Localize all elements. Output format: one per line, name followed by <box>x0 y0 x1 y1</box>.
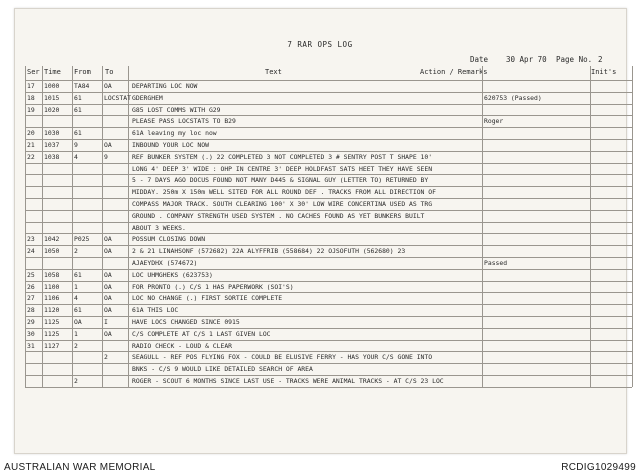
row-ser: 25 <box>27 270 35 279</box>
row-time: 1125 <box>44 318 60 326</box>
row-rule <box>25 257 632 258</box>
row-from: P025 <box>74 235 90 244</box>
row-to: I <box>104 318 108 326</box>
row-ser: 28 <box>27 306 35 315</box>
row-ser: 21 <box>27 141 35 149</box>
row-time: 1127 <box>44 341 60 350</box>
row-to: OA <box>104 294 112 303</box>
row-from: OA <box>74 318 82 326</box>
row-text: 61A THIS LOC <box>132 306 179 315</box>
row-to: OA <box>104 247 112 256</box>
row-to: OA <box>104 282 112 291</box>
row-ser: 29 <box>27 318 35 326</box>
row-rule <box>25 210 632 211</box>
row-time: 1030 <box>44 129 60 138</box>
col-header-from: From <box>74 68 91 76</box>
row-rule <box>25 127 632 128</box>
row-from: 4 <box>74 294 78 303</box>
row-to: OA <box>104 270 112 279</box>
header-rule <box>25 80 632 81</box>
row-text: RADIO CHECK - LOUD & CLEAR <box>132 341 233 350</box>
row-from: 61 <box>74 105 82 114</box>
document-title: 7 RAR OPS LOG <box>287 40 353 49</box>
row-action: Roger <box>484 117 504 126</box>
row-rule <box>25 233 632 234</box>
row-time: 1120 <box>44 306 60 315</box>
footer-id: RCDIG1029499 <box>561 462 636 473</box>
row-from: TA84 <box>74 82 90 90</box>
row-rule <box>25 304 632 305</box>
row-text: C/S COMPLETE AT C/S 1 LAST GIVEN LOC <box>132 329 271 338</box>
row-rule <box>25 151 632 152</box>
row-text: G85 LOST COMMS WITH G29 <box>132 105 221 114</box>
row-rule <box>25 316 632 317</box>
row-rule <box>25 328 632 329</box>
page-label: Page No. <box>556 55 593 64</box>
row-text: HAVE LOCS CHANGED SINCE 0915 <box>132 318 240 326</box>
row-from: 61 <box>74 306 82 315</box>
row-rule <box>25 92 632 93</box>
row-time: 1058 <box>44 270 60 279</box>
row-to: OA <box>104 306 112 315</box>
row-ser: 17 <box>27 82 35 90</box>
row-rule <box>25 222 632 223</box>
row-from: 4 <box>74 152 78 161</box>
row-text: AJAEYDHX (574672) <box>132 259 198 267</box>
row-ser: 23 <box>27 235 35 244</box>
footer-source: AUSTRALIAN WAR MEMORIAL <box>4 462 156 473</box>
row-time: 1125 <box>44 329 60 338</box>
row-rule <box>25 269 632 270</box>
row-text: DEPARTING LOC NOW <box>132 82 198 90</box>
row-ser: 20 <box>27 129 35 138</box>
row-rule <box>25 198 632 199</box>
row-time: 1050 <box>44 247 60 256</box>
row-text: INBOUND YOUR LOC NOW <box>132 141 209 149</box>
row-rule <box>25 387 632 388</box>
row-to: LOCSTAT <box>104 93 131 102</box>
row-ser: 31 <box>27 341 35 350</box>
row-ser: 22 <box>27 152 35 161</box>
row-text: 61A leaving my loc now <box>132 129 217 138</box>
row-rule <box>25 351 632 352</box>
row-text: LOC UHMGHEKS (623753) <box>132 270 213 279</box>
row-text: MIDDAY. 250m X 150m WELL SITED FOR ALL ROUND DEF . TRACKS FROM ALL DIRECTION OF <box>132 188 436 197</box>
row-text: ROGER - SCOUT 6 MONTHS SINCE LAST USE - TRACKS WERE ANIMAL TRACKS - AT C/S 23 LOC <box>132 377 444 385</box>
row-time: 1106 <box>44 294 60 303</box>
row-ser: 18 <box>27 93 35 102</box>
row-text: SEAGULL - REF POS FLYING FOX - COULD BE ELUSIVE FERRY - HAS YOUR C/S GONE INTO <box>132 353 433 362</box>
row-action: 620753 (Passed) <box>484 93 542 102</box>
row-ser: 24 <box>27 247 35 256</box>
row-time: 1020 <box>44 105 60 114</box>
row-rule <box>25 245 632 246</box>
row-text: LONG 4' DEEP 3' WIDE : OHP IN CENTRE 3' DEEP HOLDFAST SATS HEET THEY HAVE SEEN <box>132 164 433 173</box>
col-header-action: Action / Remarks <box>420 68 488 76</box>
col-header-initials: Init's <box>591 68 617 76</box>
row-text: PLEASE PASS LOCSTATS TO B29 <box>132 117 236 126</box>
row-from: 1 <box>74 282 78 291</box>
row-from: 2 <box>74 341 78 350</box>
row-text: COMPASS MAJOR TRACK. SOUTH CLEARING 100' X 30' LOW WIRE CONCERTINA USED AS TRG <box>132 200 433 208</box>
col-header-to: To <box>105 68 114 76</box>
column-rule <box>632 66 633 387</box>
row-text: GROUND . COMPANY STRENGTH USED SYSTEM . NO CACHES FOUND AS YET BUNKERS BUILT <box>132 211 425 220</box>
row-rule <box>25 163 632 164</box>
row-ser: 26 <box>27 282 35 291</box>
row-time: 1038 <box>44 152 60 161</box>
row-from: 1 <box>74 329 78 338</box>
row-rule <box>25 115 632 116</box>
row-from: 2 <box>74 247 78 256</box>
row-from: 61 <box>74 270 82 279</box>
row-time: 1042 <box>44 235 60 244</box>
row-to: 9 <box>104 152 108 161</box>
row-text: REF BUNKER SYSTEM (.) 22 COMPLETED 3 NOT COMPLETED 3 # SENTRY POST T SHAPE 10' <box>132 152 433 161</box>
row-from: 9 <box>74 141 78 149</box>
log-table <box>25 66 632 450</box>
row-text: LOC NO CHANGE (.) FIRST SORTIE COMPLETE <box>132 294 283 303</box>
row-to: OA <box>104 329 112 338</box>
row-rule <box>25 186 632 187</box>
row-text: 2 & 21 LINAHSONF (572682) 22A ALYFFRIB (558684) 22 OJSOFUTH (562680) 23 <box>132 247 406 256</box>
col-header-ser: Ser <box>27 68 40 76</box>
row-ser: 30 <box>27 329 35 338</box>
row-to: 2 <box>104 353 108 362</box>
row-ser: 19 <box>27 105 35 114</box>
date-label: Date <box>470 55 489 64</box>
row-text: FOR PRONTO (.) C/S 1 HAS PAPERWORK (SOI'S) <box>132 282 294 291</box>
row-rule <box>25 375 632 376</box>
row-to: OA <box>104 82 112 90</box>
row-rule <box>25 139 632 140</box>
page-value: 2 <box>598 55 603 64</box>
row-text: 5 - 7 DAYS AGO DOCUS FOUND NOT MANY D445 & SIGNAL GUY (LETTER TO) RETURNED BY <box>132 176 429 185</box>
row-rule <box>25 340 632 341</box>
row-text: GDERGHEM <box>132 93 163 102</box>
date-value: 30 Apr 70 <box>506 55 547 64</box>
row-rule <box>25 363 632 364</box>
row-from: 61 <box>74 93 82 102</box>
col-header-time: Time <box>44 68 61 76</box>
row-text: POSSUM CLOSING DOWN <box>132 235 206 244</box>
row-rule <box>25 104 632 105</box>
row-time: 1000 <box>44 82 60 90</box>
row-text: BNKS - C/S 9 WOULD LIKE DETAILED SEARCH OF AREA <box>132 365 313 374</box>
row-from: 61 <box>74 129 82 138</box>
row-rule <box>25 292 632 293</box>
row-time: 1100 <box>44 282 60 291</box>
row-text: ABOUT 3 WEEKS. <box>132 223 186 232</box>
row-rule <box>25 281 632 282</box>
row-time: 1037 <box>44 141 60 149</box>
row-action: Passed <box>484 259 508 267</box>
row-rule <box>25 174 632 175</box>
row-ser: 27 <box>27 294 35 303</box>
col-header-text: Text <box>265 68 282 76</box>
row-to: OA <box>104 141 112 149</box>
row-to: OA <box>104 235 112 244</box>
row-time: 1015 <box>44 93 60 102</box>
row-from: 2 <box>74 377 78 385</box>
